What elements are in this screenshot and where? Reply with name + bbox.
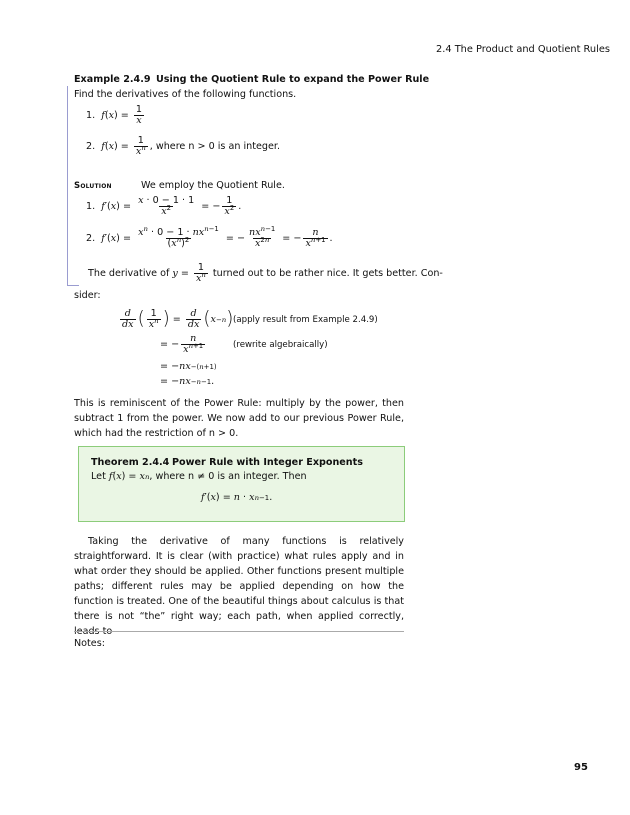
closing-paragraph: Taking the derivative of many functions is relatively straightforward. It is clear (with practice) what rules apply and in what order they should be applied. Other functions present multiple paths; different rules may be applied depending on how the function is treated. One of the beautiful things about calculus is that there is not “the” right way; each path, when applied correctly, [74,536,404,622]
problem-2: 2. f ( x ) = $\frac{1}{x^n}$ , where n > 0 is an integer. [86,135,280,158]
derivation-line-4: = − nx −n−1 . [160,376,215,387]
theorem-title: Power Rule with Integer Exponents [172,457,363,468]
notes-label: Notes: [74,638,105,649]
discussion-line-2: sider: [74,290,101,301]
theorem-formula: f ′( x ) = n · x n−1 . [201,492,273,503]
derivation-line-1: $\frac{d}{dx}$ ( $\frac{1}{x^n}$ ) = $\frac{d}{dx}$ ( x −n ) [122,308,234,331]
notes-rule [74,631,404,632]
problem-1: 1. f ( x ) = $\frac{1}{x}$ [86,104,142,127]
example-label: Example 2.4.9 [74,74,151,85]
page-number: 95 [574,762,588,773]
derivation-annotation-1: (apply result from Example 2.4.9) [233,315,378,325]
problem-2-condition: , where n > 0 is an integer. [149,141,280,153]
theorem-label: Theorem 2.4.4 [91,457,170,468]
solution-label: Solution [74,181,112,191]
example-prompt: Find the derivatives of the following functions. [74,89,297,100]
solution-intro: We employ the Quotient Rule. [141,180,285,191]
running-header: 2.4 The Product and Quotient Rules [436,44,610,55]
derivation-line-2: = − $\frac{n}{x^{n+1}}$ [160,333,204,356]
derivation-line-3: = − nx −(n+1) [160,361,217,372]
example-bottom-tick [67,285,79,286]
solution-2: 2. f ′( x ) = $\frac{x^n \cdot 0 - 1 \cdot nx^{n-1}}{(x^n)^2}$ = − $\frac{nx^{n-1}}{x^{2n}}$ = − $\frac{n}{x^{n+1}}$ . [86,225,333,250]
example-title: Using the Quotient Rule to expand the Power Rule [156,74,430,85]
theorem-statement: Let f ( x ) = x n , where n ≠ 0 is an integer. Then [91,471,307,482]
derivation-annotation-2: (rewrite algebraically) [233,340,328,350]
solution-1: 1. f ′( x ) = $\frac{x \cdot 0 - 1 \cdot 1}{x^2}$ = − $\frac{1}{x^2}$ . [86,195,242,218]
discussion-line-1: The derivative of y = $\frac{1}{x^n}$ turned out to be rather nice. It gets better. Con- [88,262,443,285]
power-rule-remark: This is reminiscent of the Power Rule: multiply by the power, then subtract 1 from the power. We now add to our previous Power Rule, which had the restriction of n > 0. [74,398,404,439]
example-left-bar [67,86,68,286]
